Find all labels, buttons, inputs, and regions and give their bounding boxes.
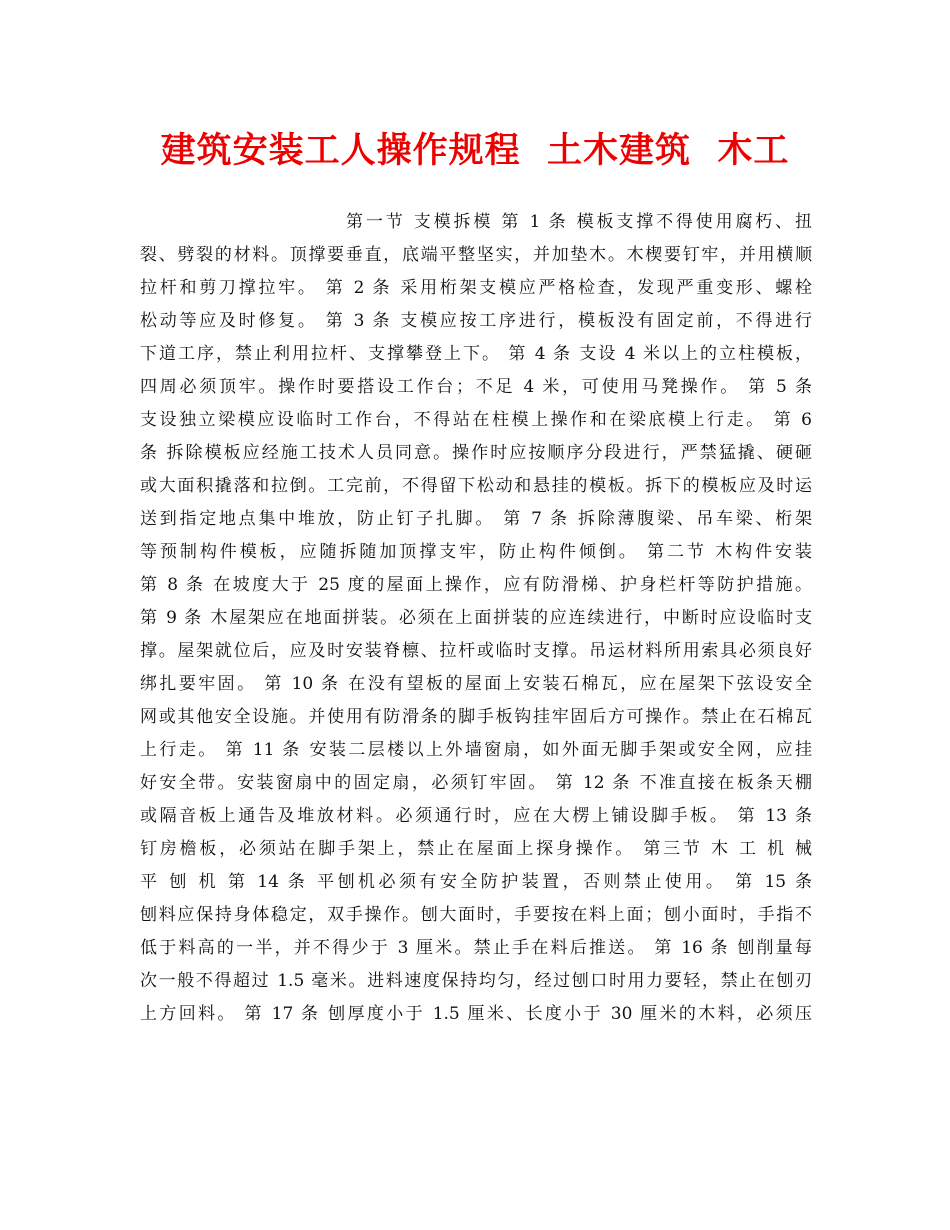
body-line: 绑扎要牢固。 第 10 条 在没有望板的屋面上安装石棉瓦，应在屋架下弦设安全 bbox=[140, 674, 812, 694]
document-body bbox=[140, 206, 812, 1031]
body-line: 次一般不得超过 1.5 毫米。进料速度保持均匀，经过刨口时用力要轻，禁止在刨刃 bbox=[140, 971, 812, 991]
body-line: 支设独立梁模应设临时工作台，不得站在柱模上操作和在梁底模上行走。 第 6 bbox=[140, 410, 812, 430]
body-line: 或隔音板上通告及堆放材料。必须通行时，应在大楞上铺设脚手板。 第 13 条 bbox=[140, 806, 812, 826]
body-line: 网或其他安全设施。并使用有防滑条的脚手板钩挂牢固后方可操作。禁止在石棉瓦 bbox=[140, 707, 812, 727]
body-line: 好安全带。安装窗扇中的固定扇，必须钉牢固。 第 12 条 不准直接在板条天棚 bbox=[140, 773, 812, 793]
body-line: 裂、劈裂的材料。顶撑要垂直，底端平整坚实，并加垫木。木楔要钉牢，并用横顺 bbox=[140, 245, 812, 265]
body-line: 钉房檐板，必须站在脚手架上，禁止在屋面上探身操作。 第三节 木 工 机 械 bbox=[140, 839, 812, 859]
body-line: 第一节 支模拆模 第 1 条 模板支撑不得使用腐朽、扭 bbox=[346, 212, 812, 232]
body-line: 上行走。 第 11 条 安装二层楼以上外墙窗扇，如外面无脚手架或安全网，应挂 bbox=[140, 740, 812, 760]
body-line: 上方回料。 第 17 条 刨厚度小于 1.5 厘米、长度小于 30 厘米的木料，必须压 bbox=[140, 1004, 812, 1024]
body-line: 下道工序，禁止利用拉杆、支撑攀登上下。 第 4 条 支设 4 米以上的立柱模板， bbox=[140, 344, 812, 364]
document-title: 建筑安装工人操作规程 土木建筑 木工 bbox=[160, 130, 790, 171]
body-line: 等预制构件模板，应随拆随加顶撑支牢，防止构件倾倒。 第二节 木构件安装 bbox=[140, 542, 812, 562]
body-line: 或大面积撬落和拉倒。工完前，不得留下松动和悬挂的模板。拆下的模板应及时运 bbox=[140, 476, 812, 496]
body-line: 刨料应保持身体稳定，双手操作。刨大面时，手要按在料上面；刨小面时，手指不 bbox=[140, 905, 812, 925]
body-line: 松动等应及时修复。 第 3 条 支模应按工序进行，模板没有固定前，不得进行 bbox=[140, 311, 812, 331]
body-line: 送到指定地点集中堆放，防止钉子扎脚。 第 7 条 拆除薄腹梁、吊车梁、桁架 bbox=[140, 509, 812, 529]
body-line: 第 8 条 在坡度大于 25 度的屋面上操作，应有防滑梯、护身栏杆等防护措施。 bbox=[140, 575, 812, 595]
body-line: 四周必须顶牢。操作时要搭设工作台；不足 4 米，可使用马凳操作。 第 5 条 bbox=[140, 377, 812, 397]
body-line: 低于料高的一半，并不得少于 3 厘米。禁止手在料后推送。 第 16 条 刨削量每 bbox=[140, 938, 812, 958]
body-line: 第 9 条 木屋架应在地面拼装。必须在上面拼装的应连续进行，中断时应设临时支 bbox=[140, 608, 812, 628]
body-line: 拉杆和剪刀撑拉牢。 第 2 条 采用桁架支模应严格检查，发现严重变形、螺栓 bbox=[140, 278, 812, 298]
body-line: 撑。屋架就位后，应及时安装脊檩、拉杆或临时支撑。吊运材料所用索具必须良好 bbox=[140, 641, 812, 661]
body-line: 平 刨 机 第 14 条 平刨机必须有安全防护装置，否则禁止使用。 第 15 条 bbox=[140, 872, 812, 892]
body-line: 条 拆除模板应经施工技术人员同意。操作时应按顺序分段进行，严禁猛撬、硬砸 bbox=[140, 443, 812, 463]
